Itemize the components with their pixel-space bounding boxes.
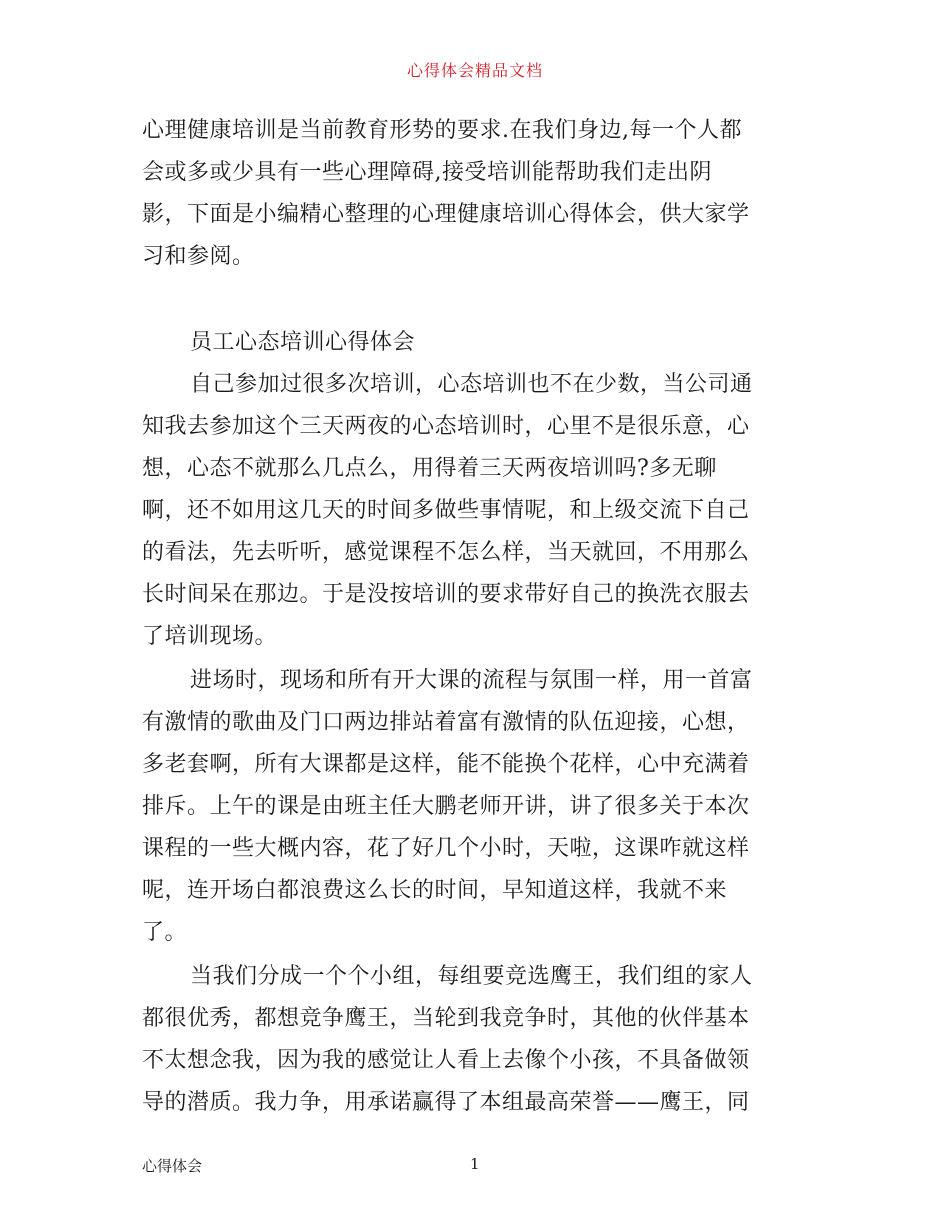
text-line: 了培训现场。 (142, 624, 278, 649)
text-line: 习和参阅。 (142, 244, 255, 269)
text-line: 心理健康培训是当前教育形势的要求.在我们身边,每一个人都 (142, 118, 742, 143)
text-line: 多老套啊，所有大课都是这样，能不能换个花样，心中充满着 (142, 752, 750, 777)
text-line: 想，心态不就那么几点么，用得着三天两夜培训吗?多无聊 (142, 456, 717, 481)
text-line: 长时间呆在那边。于是没按培训的要求带好自己的换洗衣服去 (142, 582, 750, 607)
text-line: 都很优秀，都想竞争鹰王，当轮到我竞争时，其他的伙伴基本 (142, 1006, 750, 1031)
text-line: 自己参加过很多次培训，心态培训也不在少数，当公司通 (190, 372, 753, 397)
section-title: 员工心态培训心得体会 (190, 330, 416, 355)
page-footer-label: 心得体会 (142, 1157, 203, 1175)
text-line: 的看法，先去听听，感觉课程不怎么样，当天就回，不用那么 (142, 540, 750, 565)
paragraph-1 (142, 364, 814, 658)
text-line: 知我去参加这个三天两夜的心态培训时，心里不是很乐意，心 (142, 414, 750, 439)
text-line: 课程的一些大概内容，花了好几个小时，天啦，这课咋就这样 (142, 836, 750, 861)
intro-paragraph (142, 110, 814, 278)
text-line: 啊，还不如用这几天的时间多做些事情呢，和上级交流下自己 (142, 498, 750, 523)
text-line: 会或多或少具有一些心理障碍,接受培训能帮助我们走出阴 (142, 160, 712, 185)
paragraph-2 (142, 660, 814, 954)
text-line: 排斥。上午的课是由班主任大鹏老师开讲，讲了很多关于本次 (142, 794, 750, 819)
text-line: 呢，连开场白都浪费这么长的时间，早知道这样，我就不来 (142, 878, 728, 903)
text-line: 导的潜质。我力争，用承诺赢得了本组最高荣誉——鹰王，同 (142, 1090, 750, 1115)
text-line: 有激情的歌曲及门口两边排站着富有激情的队伍迎接，心想， (142, 710, 750, 735)
spacer (142, 278, 814, 322)
page-header-title: 心得体会精品文档 (406, 61, 543, 80)
text-line: 影，下面是小编精心整理的心理健康培训心得体会，供大家学 (142, 202, 750, 227)
text-line: 了。 (142, 920, 188, 945)
text-line: 不太想念我，因为我的感觉让人看上去像个小孩，不具备做领 (142, 1048, 750, 1073)
page-number: 1 (470, 1155, 480, 1173)
document-body (142, 110, 814, 1124)
text-line: 当我们分成一个个小组，每组要竞选鹰王，我们组的家人 (190, 964, 753, 989)
paragraph-3 (142, 956, 814, 1124)
text-line: 进场时，现场和所有开大课的流程与氛围一样，用一首富 (190, 668, 753, 693)
